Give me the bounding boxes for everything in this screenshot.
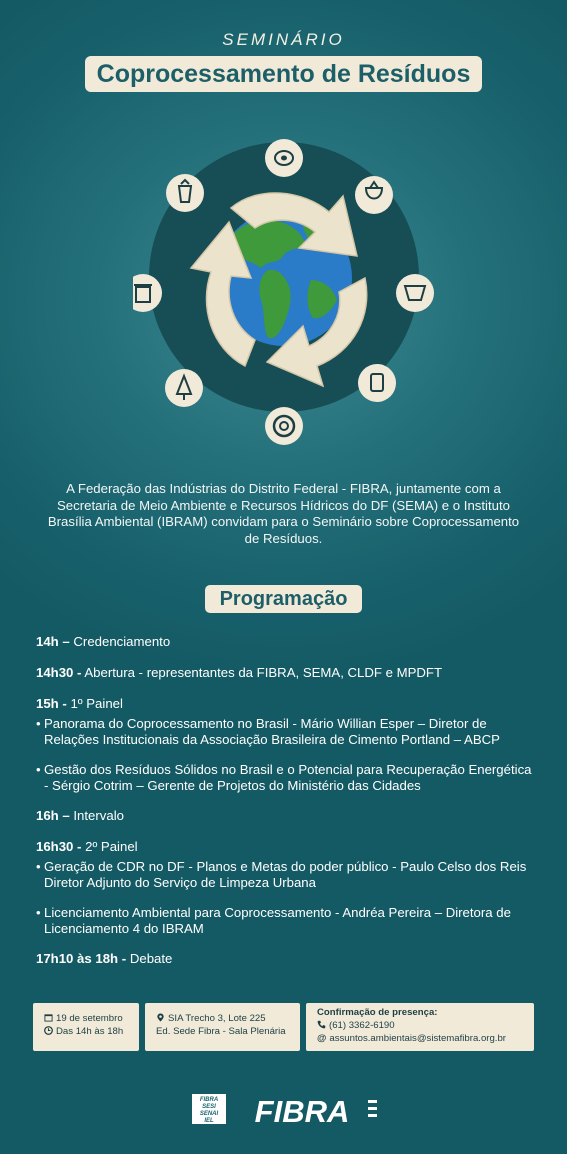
- logo-line: SESI: [202, 1104, 216, 1110]
- schedule-time: 15h -: [36, 696, 67, 711]
- hero-icon-can: [358, 364, 396, 402]
- schedule-item: [36, 951, 536, 967]
- schedule-time: 17h10 às 18h -: [36, 951, 127, 966]
- schedule-time: 16h –: [36, 808, 70, 823]
- schedule-item: [36, 696, 536, 712]
- schedule-text: Debate: [126, 951, 173, 966]
- bullet-dot: •: [36, 905, 41, 920]
- schedule-bullet: [36, 859, 536, 891]
- logo-line: SENAI: [199, 1111, 219, 1117]
- programacao-heading: Programação: [219, 588, 348, 610]
- at-sign-icon: @: [317, 1033, 327, 1044]
- clock-icon: [44, 1026, 53, 1035]
- address-line-2: Ed. Sede Fibra - Sala Plenária: [156, 1026, 286, 1037]
- date-line: [44, 1013, 123, 1026]
- hero-icon-paper-roll: [265, 139, 303, 177]
- bullet-dot: •: [36, 716, 41, 731]
- fibra-wordmark: FIBRA: [254, 1094, 350, 1127]
- intro-paragraph: A Federação das Indústrias do Distrito Federal - FIBRA, juntamente com a Secretaria de Meio Ambiente e Recursos Hídricos do DF (SEMA) e o Instituto Brasília Ambiental (IBRAM) convidam para o Seminário sobre Coprocessamento de Resíduos.: [47, 481, 520, 546]
- rsvp-phone[interactable]: (61) 3362-6190: [329, 1020, 395, 1031]
- schedule-time: 14h30 -: [36, 665, 82, 680]
- event-eyebrow: SEMINÁRIO: [222, 30, 345, 49]
- address-line-1: [156, 1013, 266, 1026]
- schedule-bullet: [36, 762, 536, 794]
- calendar-icon: [44, 1013, 53, 1022]
- bullet-dot: •: [36, 859, 41, 874]
- hero-icon-waste-bag: [355, 176, 393, 214]
- rsvp-email[interactable]: assuntos.ambientais@sistemafibra.org.br: [329, 1033, 507, 1044]
- schedule-item: [36, 665, 536, 681]
- schedule-bullet: [36, 905, 536, 937]
- hours-line: [44, 1026, 123, 1039]
- fibra-logo: [192, 1091, 377, 1127]
- recycling-illustration: [133, 130, 436, 455]
- schedule-text: 2º Painel: [81, 839, 138, 854]
- event-hours: Das 14h às 18h: [56, 1026, 124, 1037]
- rsvp-label: Confirmação de presença:: [317, 1007, 438, 1018]
- date-card: [33, 1003, 139, 1051]
- title-banner: [85, 56, 482, 92]
- schedule-item: [36, 808, 536, 824]
- schedule-text: Credenciamento: [69, 634, 171, 649]
- system-small-logo: [192, 1094, 226, 1124]
- page-title: Coprocessamento de Resíduos: [96, 60, 471, 88]
- logo-speed-lines: [368, 1100, 377, 1117]
- schedule-item: [36, 839, 536, 855]
- bullet-text: Geração de CDR no DF - Planos e Metas do poder público - Paulo Celso dos Reis Diretor Adjunto do Serviço de Limpeza Urbana: [44, 859, 527, 890]
- location-pin-icon: [156, 1013, 165, 1022]
- hero-icon-tree: [165, 369, 203, 407]
- bullet-dot: •: [36, 762, 41, 777]
- hero-icon-garbage-bag: [166, 174, 204, 212]
- schedule-time: 14h –: [36, 634, 70, 649]
- logo-line: FIBRA: [199, 1097, 219, 1103]
- email-line: [317, 1033, 506, 1046]
- schedule-bullet: [36, 716, 536, 748]
- schedule-text: Abertura - representantes da FIBRA, SEMA, CLDF e MPDFT: [81, 665, 443, 680]
- event-date: 19 de setembro: [56, 1013, 123, 1024]
- phone-icon: [317, 1020, 326, 1029]
- bullet-text: Licenciamento Ambiental para Coprocessamento - Andréa Pereira – Diretora de Licenciamento 4 do IBRAM: [44, 905, 511, 936]
- bullet-text: Gestão dos Resíduos Sólidos no Brasil e o Potencial para Recuperação Energética - Sérgio Cotrim – Gerente de Projetos do Ministério das Cidades: [44, 762, 532, 793]
- schedule-text: 1º Painel: [66, 696, 123, 711]
- address-card: [145, 1003, 300, 1051]
- schedule-time: 16h30 -: [36, 839, 82, 854]
- hero-icon-tire: [265, 407, 303, 445]
- schedule-item: [36, 634, 536, 650]
- bullet-text: Panorama do Coprocessamento no Brasil - Mário Willian Esper – Diretor de Relações Institucionais da Associação Brasileira de Cimento Portland – ABCP: [44, 716, 500, 747]
- schedule-text: Intervalo: [69, 808, 124, 823]
- hero-icon-diaper: [396, 274, 434, 312]
- logo-line: IEL: [204, 1118, 214, 1124]
- address-street: SIA Trecho 3, Lote 225: [168, 1013, 266, 1024]
- rsvp-card: [306, 1003, 534, 1051]
- programacao-banner: [205, 585, 362, 613]
- phone-line: [317, 1020, 395, 1033]
